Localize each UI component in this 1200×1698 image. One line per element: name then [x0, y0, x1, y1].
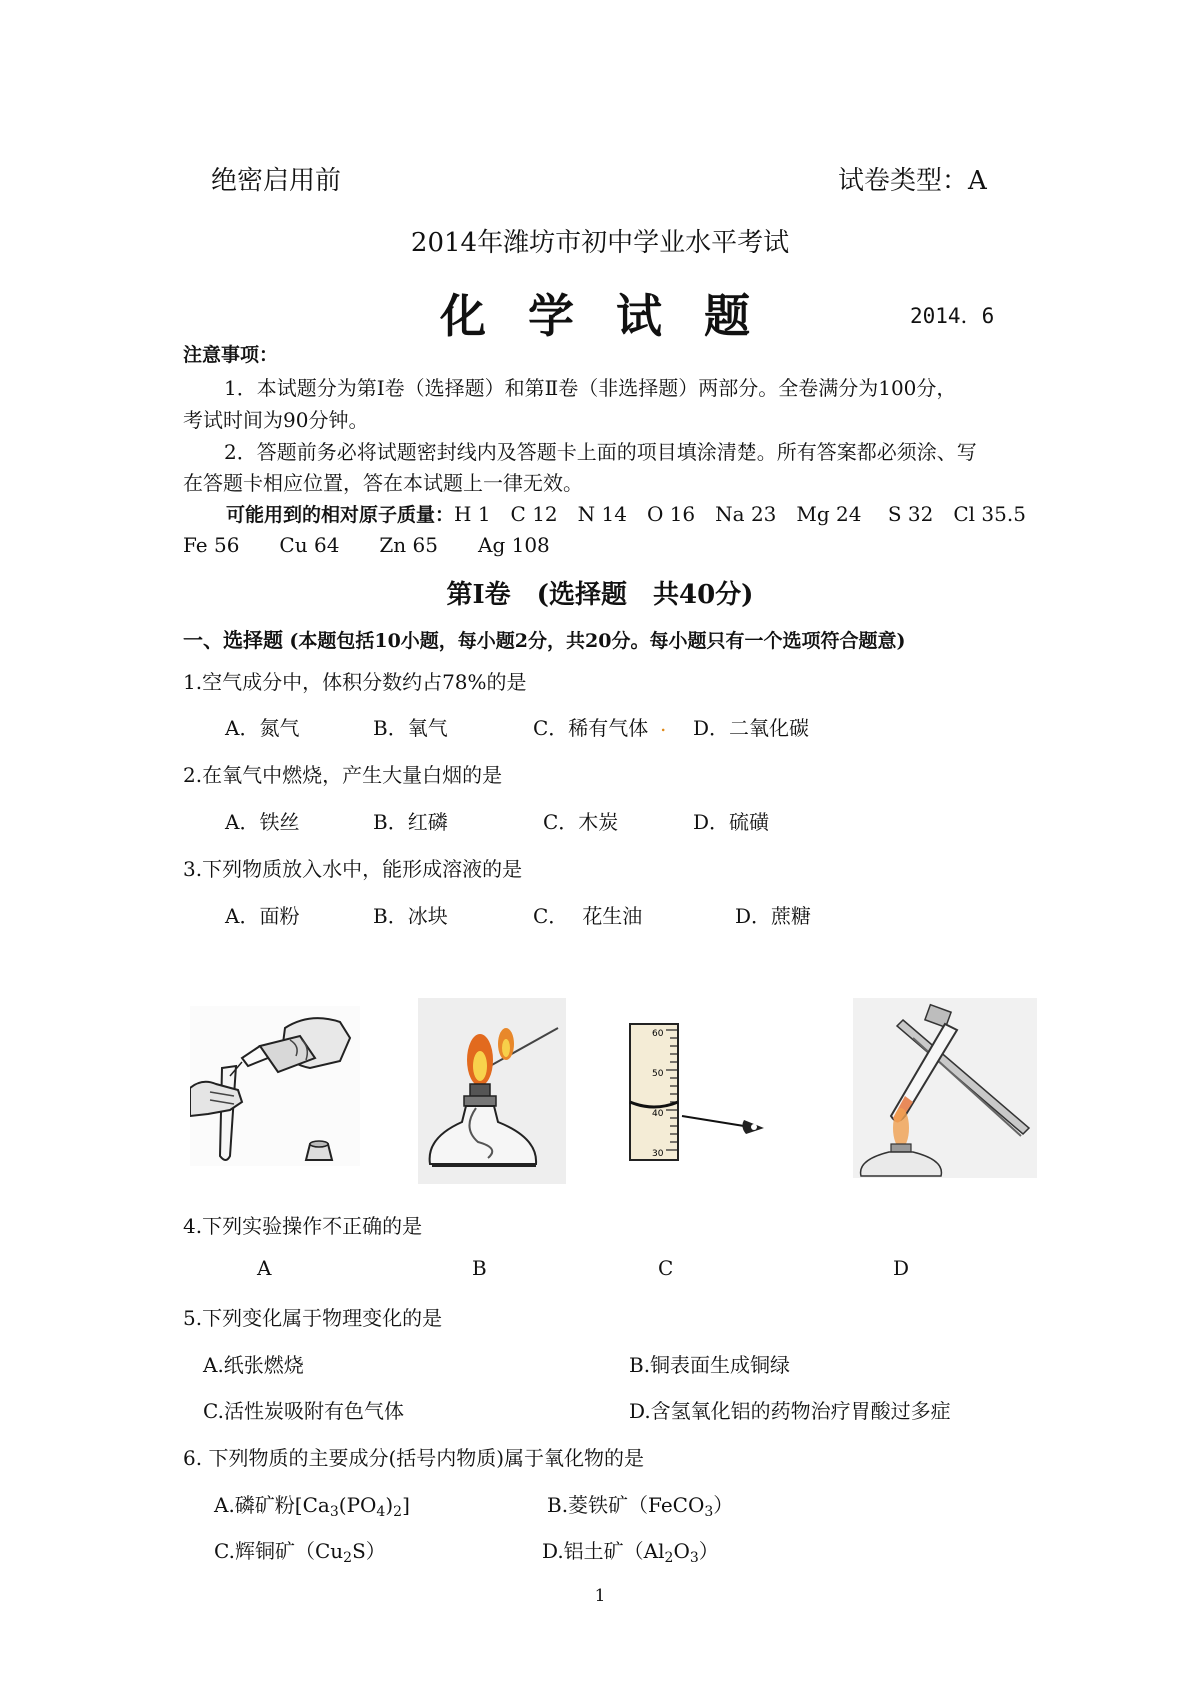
tick-30: 30: [652, 1149, 664, 1159]
q4-stem: 4.下列实验操作不正确的是: [183, 1214, 423, 1238]
atomic-masses-line1: [226, 498, 1026, 527]
q4-label-d: D: [893, 1256, 910, 1280]
tick-50: 50: [652, 1069, 664, 1079]
page-number: 1: [594, 1586, 606, 1606]
q2-option-d: D．硫磺: [693, 810, 770, 834]
q5-option-a: A.纸张燃烧: [203, 1353, 304, 1377]
q3-option-c-label: C．: [533, 904, 569, 928]
q6-option-c: C.辉铜矿$(Cu_2S)$: [214, 1539, 386, 1567]
q6-option-d: D.铝土矿$(Al_2O_3)$: [542, 1539, 719, 1567]
q4-label-c: C: [658, 1256, 674, 1280]
q5-option-d: D.含氢氧化铝的药物治疗胃酸过多症: [629, 1399, 951, 1423]
q6-option-a: A.磷矿粉$[Ca_3(PO_4)_2]$: [214, 1493, 410, 1521]
part-description: (本题包括10小题，每小题2分，共20分。每小题只有一个选项符合题意): [289, 630, 906, 652]
figure-d-heating-test-tube: [853, 998, 1037, 1178]
atomic-masses-label: 可能用到的相对原子质量：: [226, 504, 455, 526]
notes-heading: 注意事项：: [183, 344, 279, 366]
q2-option-a: A．铁丝: [225, 810, 300, 834]
q3-option-b: B．冰块: [373, 904, 448, 928]
q1-option-b: B．氧气: [373, 716, 448, 740]
q2-option-b-label: B．: [373, 810, 408, 834]
part-label: 一、选择题: [183, 628, 283, 652]
figure-a-pouring-liquid: [190, 1006, 360, 1166]
notes-item1-line2: 考试时间为90分钟。: [183, 408, 369, 432]
q4-label-a: A: [257, 1256, 272, 1280]
scan-mark: .: [660, 712, 667, 736]
q2-option-c: C．木炭: [543, 810, 619, 834]
q5-option-c: C.活性炭吸附有色气体: [203, 1399, 404, 1423]
confidential-label: 绝密启用前: [211, 166, 342, 196]
section-title: 第Ⅰ卷 (选择题 共40分): [446, 580, 754, 610]
notes-item2-line2: 在答题卡相应位置，答在本试题上一律无效。: [183, 471, 583, 495]
figure-c-graduated-cylinder: [622, 1016, 772, 1166]
q5-stem: 5.下列变化属于物理变化的是: [183, 1306, 443, 1330]
q2-option-b-text: 红磷: [407, 810, 448, 834]
subject-title: 化学试题: [440, 289, 792, 343]
atomic-masses-values: H 1 C 12 N 14 O 16 Na 23 Mg 24 S 32 Cl 35.5: [454, 502, 1026, 526]
paper-type-label: 试卷类型：A: [838, 166, 987, 196]
q1-stem: 1.空气成分中，体积分数约占78%的是: [183, 670, 527, 694]
q1-option-d: D．二氧化碳: [693, 716, 810, 740]
q1-option-a: A．氮气: [225, 716, 300, 740]
exam-date: 2014．6: [910, 304, 995, 328]
q2-stem: 2.在氧气中燃烧，产生大量白烟的是: [183, 763, 503, 787]
q3-option-d: D．蔗糖: [735, 904, 812, 928]
q5-option-b: B.铜表面生成铜绿: [629, 1353, 791, 1377]
tick-60: 60: [652, 1029, 664, 1039]
exam-title: 2014年潍坊市初中学业水平考试: [410, 228, 790, 258]
q2-option-b: [373, 806, 448, 835]
q3-stem: 3.下列物质放入水中，能形成溶液的是: [183, 857, 523, 881]
part-heading: [183, 624, 905, 653]
atomic-masses-line2: Fe 56 Cu 64 Zn 65 Ag 108: [183, 533, 550, 557]
q3-option-c: [533, 900, 642, 929]
q6-option-b: B.菱铁矿（FeCO$_3$）: [547, 1493, 734, 1521]
q4-label-b: B: [472, 1256, 487, 1280]
q6-stem: 6. 下列物质的主要成分(括号内物质)属于氧化物的是: [183, 1446, 645, 1470]
q3-option-a: A．面粉: [225, 904, 300, 928]
q1-option-c: C．稀有气体: [533, 716, 649, 740]
notes-item2-line1: 2．答题前务必将试题密封线内及答题卡上面的项目填涂清楚。所有答案都必须涂、写: [224, 440, 977, 464]
figure-b-alcohol-lamp: [418, 998, 566, 1184]
q3-option-c-text: 花生油: [582, 904, 643, 928]
notes-item1-line1: 1．本试题分为第Ⅰ卷（选择题）和第Ⅱ卷（非选择题）两部分。全卷满分为100分，: [224, 376, 957, 400]
tick-40: 40: [652, 1109, 664, 1119]
